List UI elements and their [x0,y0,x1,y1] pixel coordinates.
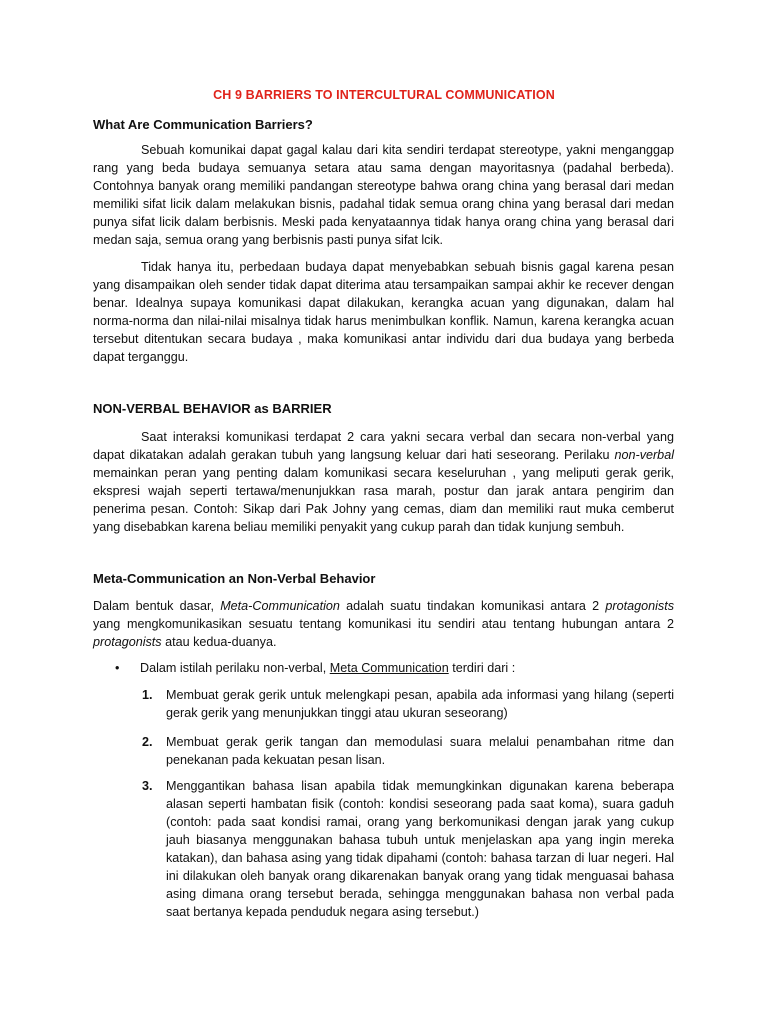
meta-text-b: adalah suatu tindakan komunikasi antara 2 [339,599,606,613]
paragraph-nonverbal [93,428,674,536]
list-text: Menggantikan bahasa lisan apabila tidak memungkinkan digunakan karena beberapa alasan seperti hambatan fisik (contoh: kondisi seseorang pada saat koma), suara gaduh (contoh: pada saat kondisi ramai, orang yang berkomunikasi dengan jarak yang cukup jauh biasanya menggunakan bahasa tubuh untuk menjelaskan apa yang ingin mereka katakan), dan bahasa asing yang tidak dipahami (contoh: bahasa tarzan di luar negeri. Hal ini dilakukan oleh banyak orang dikarenakan banyak orang yang tidak menguasai bahasa asing dimana orang tersebut berada, sehingga menggunakan bahasa non verbal pada saat bertanya kepada penduduk negara asing tersebut.) [166,779,674,919]
list-text: Membuat gerak gerik untuk melengkapi pesan, apabila ada informasi yang hilang (seperti gerak gerik yang menunjukkan tinggi atau ukuran seseorang) [166,688,674,720]
numbered-list-3 [142,777,674,921]
list-item [142,777,674,921]
list-text: Membuat gerak gerik tangan dan memodulasi suara melalui penambahan ritme dan penekanan pada kekuatan pesan lisan. [166,735,674,767]
list-number: 1. [142,688,153,702]
list-number: 2. [142,735,153,749]
numbered-list-2 [142,733,674,769]
nonverbal-text-a: Saat interaksi komunikasi terdapat 2 cara yakni secara verbal dan secara non-verbal yang dapat dikatakan adalah gerakan tubuh yang langsung keluar dari hati seseorang. Perilaku [93,430,674,462]
section-heading-barriers: What Are Communication Barriers? [93,117,313,132]
meta-text-a: Dalam bentuk dasar, [93,599,221,613]
document-title: CH 9 BARRIERS TO INTERCULTURAL COMMUNICATION [213,88,555,102]
section-heading-metacommunication: Meta-Communication an Non-Verbal Behavior [93,571,376,586]
bullet-item [115,659,515,677]
list-item [142,686,674,722]
bullet-marker: • [115,661,120,675]
meta-italic-term-2: protagonists [605,599,674,613]
paragraph-stereotype: Sebuah komunikai dapat gagal kalau dari kita sendiri terdapat stereotype, yakni menganggap rang yang beda budaya semuanya setara atau sama dengan mayoritasnya (padahal berbeda). Contohnya banyak orang memiliki pandangan stereotype bahwa orang china yang berasal dari medan memiliki sifat licik dalam melakukan bisnis, padahal tidak semua orang china yang berasal dari medan punya sifat licik dalam berbisnis. Meski pada kenyataannya tidak hanya orang china yang berasal dari medan saja, semua orang yang berbisnis pasti punya sifat lcik. [93,143,674,247]
bullet-underlined-term: Meta Communication [329,661,449,675]
bullet-text-a: Dalam istilah perilaku non-verbal, [140,661,330,675]
numbered-list [142,686,674,722]
meta-italic-term-3: protagonists [93,635,162,649]
bullet-text-b: terdiri dari : [448,661,516,675]
list-item [142,733,674,769]
paragraph-cultural-difference: Tidak hanya itu, perbedaan budaya dapat menyebabkan sebuah bisnis gagal karena pesan yang disampaikan oleh sender tidak dapat diterima atau tersampaikan sampai akhir ke recever dengan benar. Idealnya supaya komunikasi dapat dilakukan, kerangka acuan yang digunakan, dalam hal norma-norma dan nilai-nilai misalnya tidak harus menimbulkan konflik. Namun, karena kerangka acuan tersebut ditentukan secara budaya , maka komunikasi antar individu dari dua budaya yang berbeda dapat terganggu. [93,260,674,364]
nonverbal-text-b: memainkan peran yang penting dalam komunikasi secara keseluruhan , yang meliputi gerak gerik, ekspresi wajah seperti tertawa/menunjukkan rasa marah, postur dan jarak antara pengirim dan penerima pesan. Contoh: Sikap dari Pak Johny yang cemas, diam dan memiliki raut muka cemberut yang disebabkan karena beliau memiliki penyakit yang cukup parah dan tidak kunjung sembuh. [93,466,674,534]
paragraph-metacommunication [93,597,674,651]
meta-italic-term-1: Meta-Communication [220,599,340,613]
meta-text-c: yang mengkomunikasikan sesuatu tentang komunikasi itu sendiri atau tentang hubungan antara 2 [93,617,674,631]
list-number: 3. [142,779,153,793]
nonverbal-italic-term: non-verbal [614,448,674,462]
section-heading-nonverbal: NON-VERBAL BEHAVIOR as BARRIER [93,401,332,416]
meta-text-d: atau kedua-duanya. [161,635,277,649]
